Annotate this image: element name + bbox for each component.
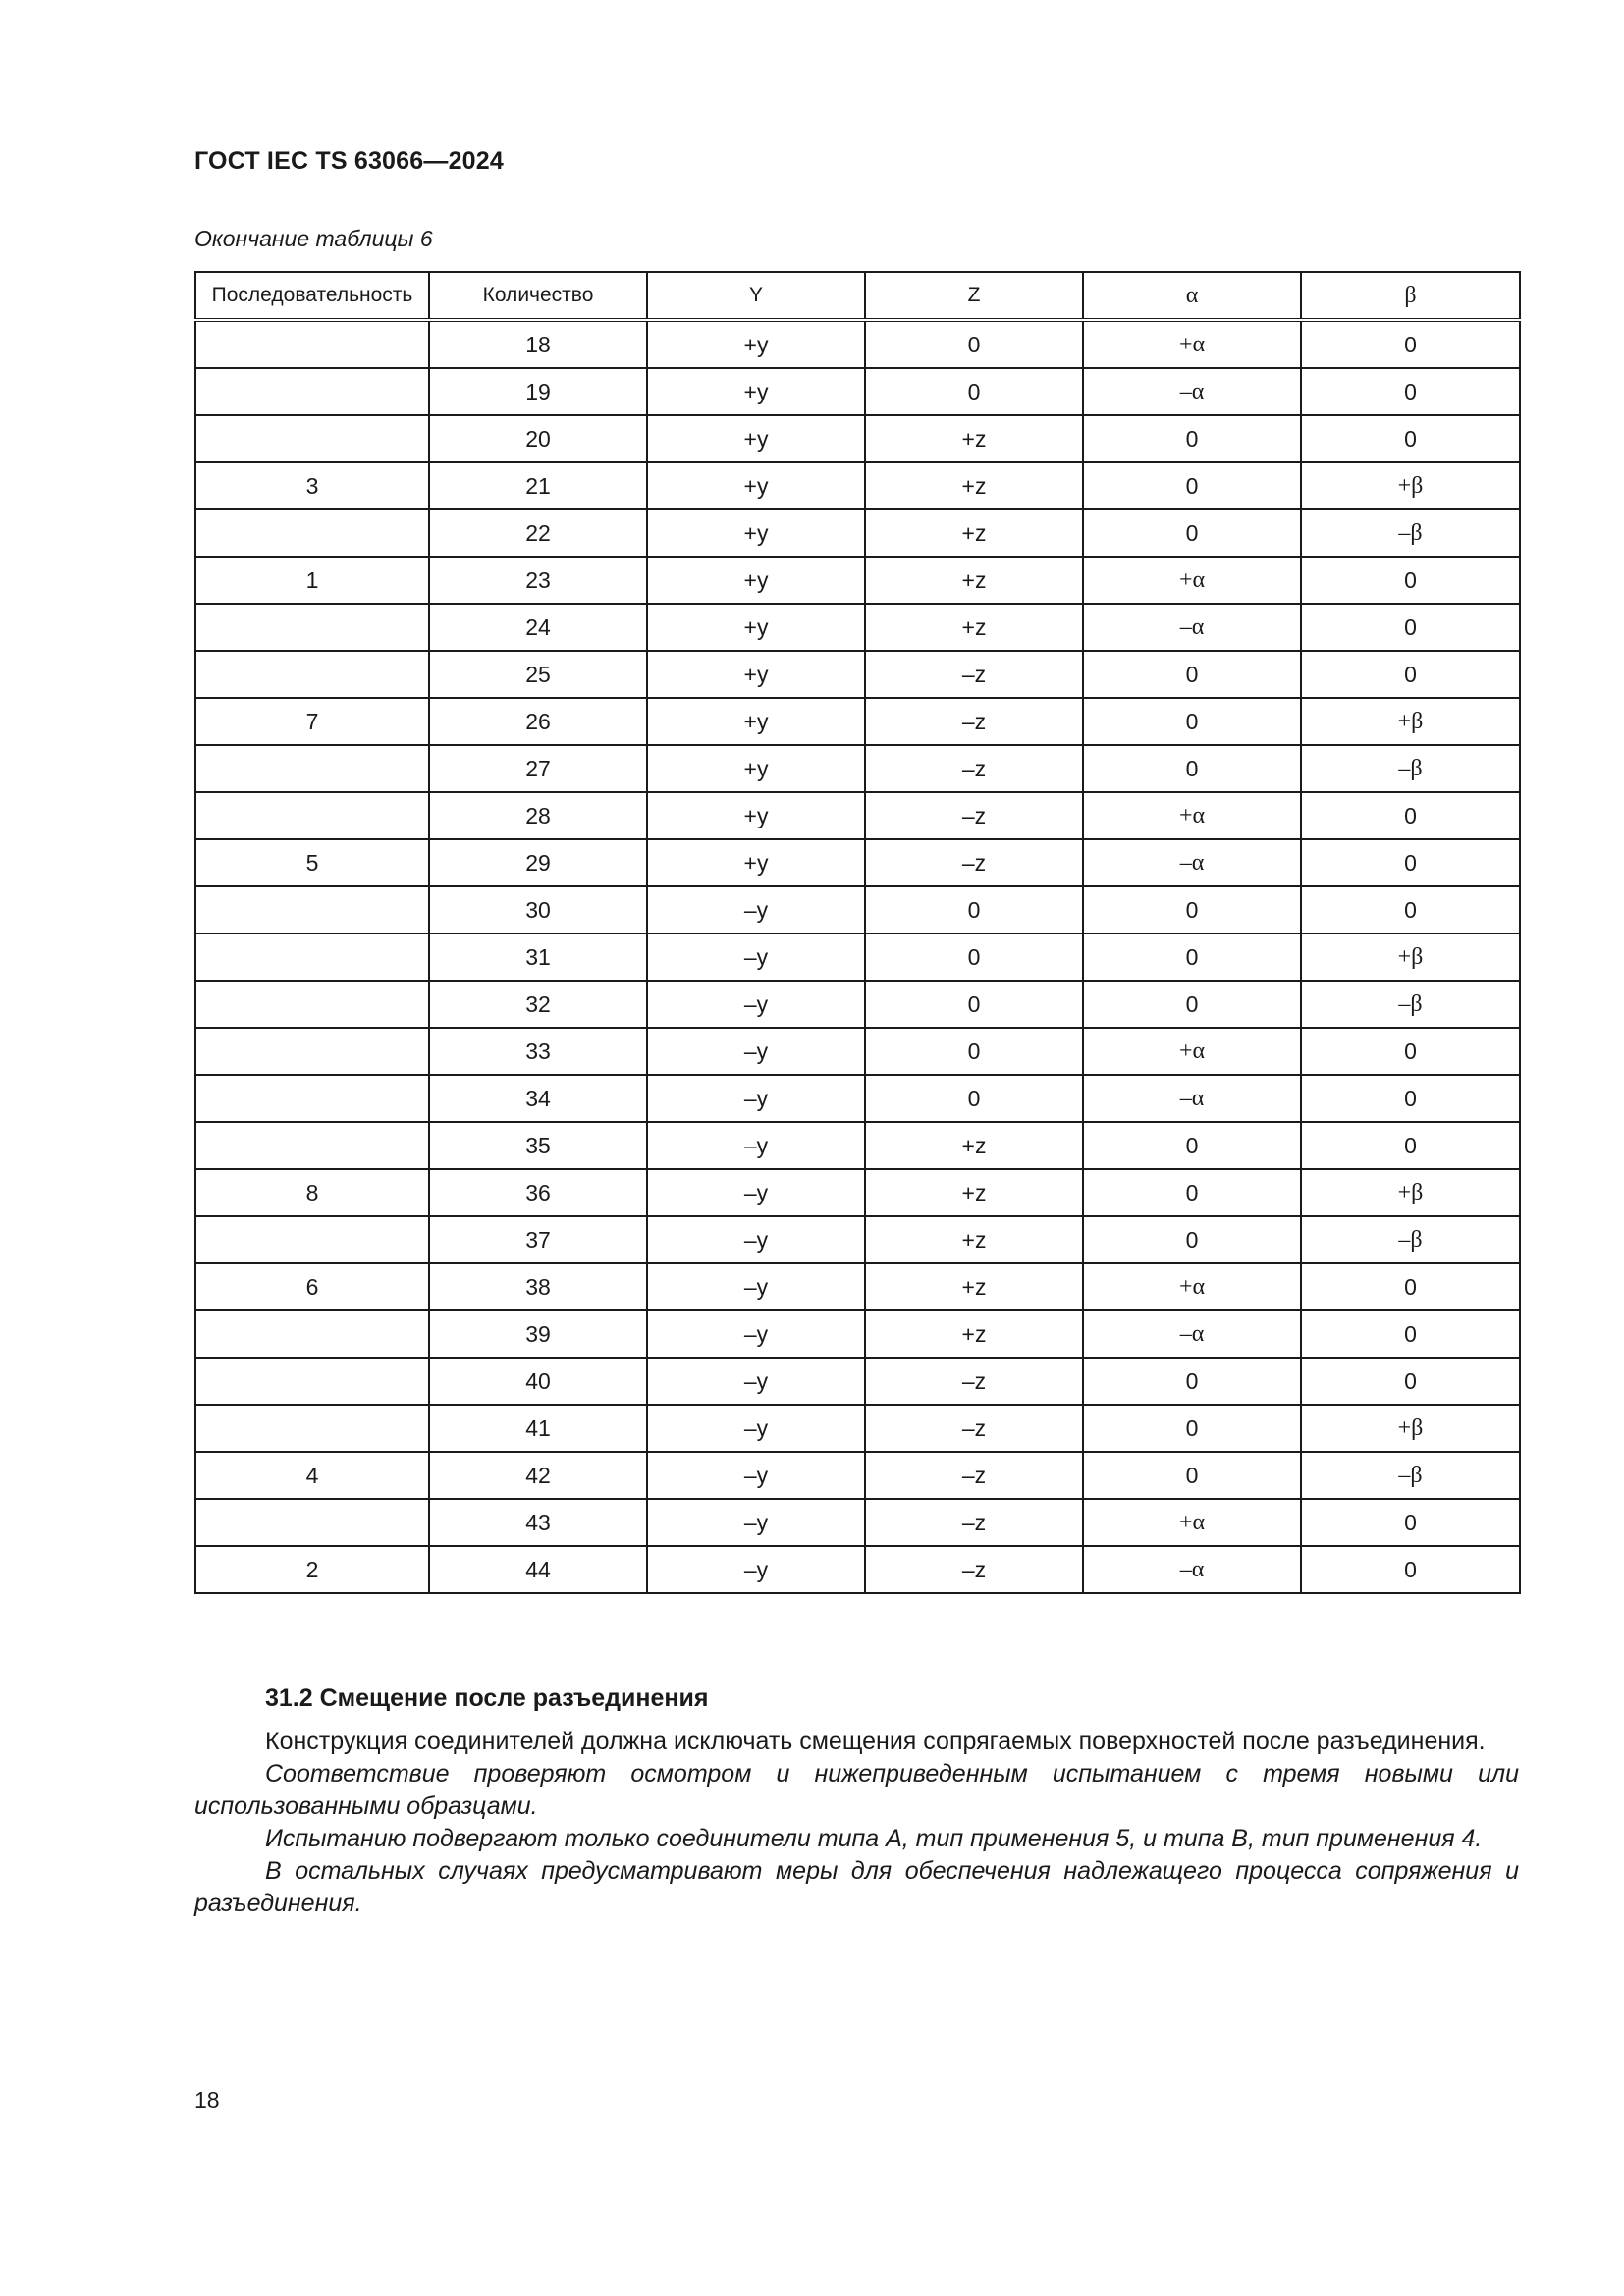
table-row [195, 1358, 1520, 1405]
column-header: α [1083, 272, 1301, 320]
table-row [195, 1546, 1520, 1593]
table-cell: –β [1301, 1216, 1520, 1263]
table-row [195, 934, 1520, 981]
table-cell: +y [647, 509, 865, 557]
table-cell: 26 [429, 698, 647, 745]
table-cell [195, 1405, 429, 1452]
table-cell: 39 [429, 1310, 647, 1358]
table-cell: +y [647, 651, 865, 698]
page-number: 18 [194, 2087, 220, 2112]
document-header: ГОСТ IEC TS 63066—2024 [194, 147, 504, 175]
table-row [195, 509, 1520, 557]
table-cell: 0 [1301, 1546, 1520, 1593]
table-cell: 0 [1301, 886, 1520, 934]
table-cell: +z [865, 1169, 1083, 1216]
table-row [195, 792, 1520, 839]
table-cell: –α [1083, 368, 1301, 415]
table-cell: 0 [1083, 462, 1301, 509]
table-cell: +y [647, 698, 865, 745]
table-cell: 0 [1301, 1263, 1520, 1310]
table-cell [195, 1028, 429, 1075]
table-row [195, 698, 1520, 745]
table-cell: 22 [429, 509, 647, 557]
table-cell: +y [647, 792, 865, 839]
table-cell: 0 [1083, 1216, 1301, 1263]
table-row [195, 1216, 1520, 1263]
table-row [195, 415, 1520, 462]
table-cell [195, 1075, 429, 1122]
table-cell: +α [1083, 792, 1301, 839]
table-cell [195, 981, 429, 1028]
table-cell: 0 [1083, 934, 1301, 981]
table-cell [195, 745, 429, 792]
table-cell: +β [1301, 462, 1520, 509]
table-cell: 43 [429, 1499, 647, 1546]
table-cell: –y [647, 1310, 865, 1358]
table-cell: 18 [429, 320, 647, 368]
table-cell: 0 [1083, 1169, 1301, 1216]
table-cell: +β [1301, 1169, 1520, 1216]
table-header [195, 272, 1520, 320]
table-cell: –z [865, 1405, 1083, 1452]
table-cell: –β [1301, 745, 1520, 792]
table-cell: 4 [195, 1452, 429, 1499]
table-cell: 0 [865, 1075, 1083, 1122]
table-cell: 0 [1301, 839, 1520, 886]
table-cell: +z [865, 1263, 1083, 1310]
table-row [195, 320, 1520, 368]
table-cell: 0 [1083, 1122, 1301, 1169]
table-row [195, 368, 1520, 415]
table-cell: 28 [429, 792, 647, 839]
table-cell: 5 [195, 839, 429, 886]
table-cell: +y [647, 745, 865, 792]
table-cell: 30 [429, 886, 647, 934]
table-cell: 6 [195, 1263, 429, 1310]
table-cell: +y [647, 368, 865, 415]
table-cell: +z [865, 557, 1083, 604]
table-cell: 0 [1083, 1358, 1301, 1405]
table-cell: –y [647, 1358, 865, 1405]
table-cell: 33 [429, 1028, 647, 1075]
table-cell: –y [647, 1546, 865, 1593]
paragraph: Испытанию подвергают только соединители типа А, тип применения 5, и типа В, тип применения 4. [265, 1825, 1483, 1852]
table-cell: 0 [1083, 886, 1301, 934]
table-cell: 23 [429, 557, 647, 604]
table-cell: 0 [1083, 698, 1301, 745]
table-cell: 32 [429, 981, 647, 1028]
table-cell: 44 [429, 1546, 647, 1593]
column-header: Z [865, 272, 1083, 320]
table-cell: +β [1301, 1405, 1520, 1452]
table-cell: 2 [195, 1546, 429, 1593]
table-cell: 24 [429, 604, 647, 651]
table-cell: 27 [429, 745, 647, 792]
table-cell: 7 [195, 698, 429, 745]
table-cell: 0 [1301, 1310, 1520, 1358]
table-cell [195, 604, 429, 651]
table-row [195, 557, 1520, 604]
table-cell: 41 [429, 1405, 647, 1452]
table-row [195, 886, 1520, 934]
table-cell: 0 [1301, 557, 1520, 604]
table-cell: 25 [429, 651, 647, 698]
table-cell: –α [1083, 1310, 1301, 1358]
table-cell: –z [865, 1546, 1083, 1593]
table-cell: 0 [1083, 509, 1301, 557]
table-cell [195, 934, 429, 981]
table-cell: –z [865, 745, 1083, 792]
table-cell: +z [865, 1216, 1083, 1263]
table-cell: –z [865, 1452, 1083, 1499]
table-cell: 0 [1301, 1122, 1520, 1169]
section-body [194, 1726, 1519, 1920]
table-cell: +z [865, 1310, 1083, 1358]
table-cell: –α [1083, 1546, 1301, 1593]
table-cell: +β [1301, 698, 1520, 745]
table-cell: 0 [1301, 415, 1520, 462]
table-cell: 40 [429, 1358, 647, 1405]
table-cell: 0 [1301, 1075, 1520, 1122]
table-cell: 29 [429, 839, 647, 886]
table-cell: –β [1301, 1452, 1520, 1499]
table-row [195, 981, 1520, 1028]
table-cell: +β [1301, 934, 1520, 981]
table-cell: –z [865, 1358, 1083, 1405]
table-row [195, 651, 1520, 698]
table-cell: 8 [195, 1169, 429, 1216]
paragraph: Соответствие проверяют осмотром и нижеприведенным испытанием с тремя новыми или использованными образцами. [194, 1760, 1519, 1820]
table-cell: 42 [429, 1452, 647, 1499]
table-cell: +y [647, 415, 865, 462]
table-cell: +z [865, 1122, 1083, 1169]
table-cell: –y [647, 1499, 865, 1546]
table-row [195, 745, 1520, 792]
table-cell [195, 509, 429, 557]
table-cell: 21 [429, 462, 647, 509]
table-row [195, 1310, 1520, 1358]
table-cell: 19 [429, 368, 647, 415]
table-cell: 0 [1301, 792, 1520, 839]
table-cell: 34 [429, 1075, 647, 1122]
table-cell: 36 [429, 1169, 647, 1216]
table-row [195, 462, 1520, 509]
table-cell: –α [1083, 1075, 1301, 1122]
paragraph: Конструкция соединителей должна исключать смещения сопрягаемых поверхностей после разъединения. [265, 1728, 1486, 1755]
table-row [195, 1028, 1520, 1075]
table-cell: +α [1083, 1499, 1301, 1546]
table-cell: +z [865, 462, 1083, 509]
table-cell: –y [647, 981, 865, 1028]
table-cell: 35 [429, 1122, 647, 1169]
table-cell: 31 [429, 934, 647, 981]
table-cell: –y [647, 1405, 865, 1452]
table-cell: –y [647, 1452, 865, 1499]
table-cell: +α [1083, 1028, 1301, 1075]
column-header: Y [647, 272, 865, 320]
table-cell [195, 1358, 429, 1405]
table-row [195, 1405, 1520, 1452]
table-cell: 0 [1083, 651, 1301, 698]
table-cell: 0 [1083, 1452, 1301, 1499]
table-row [195, 1169, 1520, 1216]
table-cell: –y [647, 1028, 865, 1075]
table-cell: 0 [1301, 1499, 1520, 1546]
table-cell: –α [1083, 839, 1301, 886]
table-cell: –z [865, 839, 1083, 886]
table-cell: +y [647, 320, 865, 368]
table-cell: 0 [1301, 1028, 1520, 1075]
table-cell: 0 [865, 320, 1083, 368]
table-cell: –β [1301, 981, 1520, 1028]
table-cell: 0 [1083, 415, 1301, 462]
table-cell: 0 [865, 981, 1083, 1028]
table-row [195, 1452, 1520, 1499]
table-cell [195, 368, 429, 415]
table-cell [195, 1499, 429, 1546]
paragraph: В остальных случаях предусматривают меры для обеспечения надлежащего процесса сопряжения и разъединения. [194, 1857, 1519, 1917]
table-cell: –y [647, 1075, 865, 1122]
table-row [195, 1499, 1520, 1546]
table-cell: 0 [865, 934, 1083, 981]
table-body [195, 320, 1520, 1593]
table-cell: –y [647, 1169, 865, 1216]
table-cell: –y [647, 886, 865, 934]
table-cell: +y [647, 557, 865, 604]
table-cell: 3 [195, 462, 429, 509]
table-cell [195, 1122, 429, 1169]
table-row [195, 1122, 1520, 1169]
table-cell: +z [865, 509, 1083, 557]
table-cell: 38 [429, 1263, 647, 1310]
table-cell: +α [1083, 320, 1301, 368]
table-cell [195, 886, 429, 934]
table-cell: +z [865, 604, 1083, 651]
table-cell [195, 792, 429, 839]
table-caption: Окончание таблицы 6 [194, 226, 433, 251]
table-header-row [195, 272, 1520, 320]
table-cell: 0 [1301, 651, 1520, 698]
table-cell: –y [647, 1263, 865, 1310]
table-cell [195, 651, 429, 698]
table-cell: 20 [429, 415, 647, 462]
table-cell: +z [865, 415, 1083, 462]
table-cell: 0 [1301, 320, 1520, 368]
data-table [194, 271, 1521, 1594]
column-header: Количество [429, 272, 647, 320]
table-row [195, 839, 1520, 886]
table-cell: 0 [1301, 368, 1520, 415]
table-cell: –z [865, 651, 1083, 698]
table-cell [195, 320, 429, 368]
table-row [195, 604, 1520, 651]
table-cell [195, 415, 429, 462]
table-cell: +y [647, 839, 865, 886]
table-cell: +α [1083, 557, 1301, 604]
table-cell [195, 1310, 429, 1358]
table-cell: –α [1083, 604, 1301, 651]
table-cell: 1 [195, 557, 429, 604]
column-header: Последовательность [195, 272, 429, 320]
table-row [195, 1075, 1520, 1122]
table-cell: –y [647, 1216, 865, 1263]
table-cell: +y [647, 462, 865, 509]
table-cell: +y [647, 604, 865, 651]
table-cell: +α [1083, 1263, 1301, 1310]
table-cell [195, 1216, 429, 1263]
table-cell: 0 [865, 886, 1083, 934]
table-cell: 0 [1083, 745, 1301, 792]
table-cell: –β [1301, 509, 1520, 557]
table-cell: 0 [1301, 1358, 1520, 1405]
table-cell: –y [647, 934, 865, 981]
table-cell: 0 [865, 368, 1083, 415]
table-cell: 37 [429, 1216, 647, 1263]
table-cell: 0 [1083, 981, 1301, 1028]
section-title: 31.2 Смещение после разъединения [265, 1684, 709, 1712]
table-cell: 0 [1301, 604, 1520, 651]
table-row [195, 1263, 1520, 1310]
table-cell: –z [865, 698, 1083, 745]
column-header: β [1301, 272, 1520, 320]
table-cell: 0 [1083, 1405, 1301, 1452]
table-cell: –y [647, 1122, 865, 1169]
table-cell: 0 [865, 1028, 1083, 1075]
table-cell: –z [865, 1499, 1083, 1546]
table-cell: –z [865, 792, 1083, 839]
